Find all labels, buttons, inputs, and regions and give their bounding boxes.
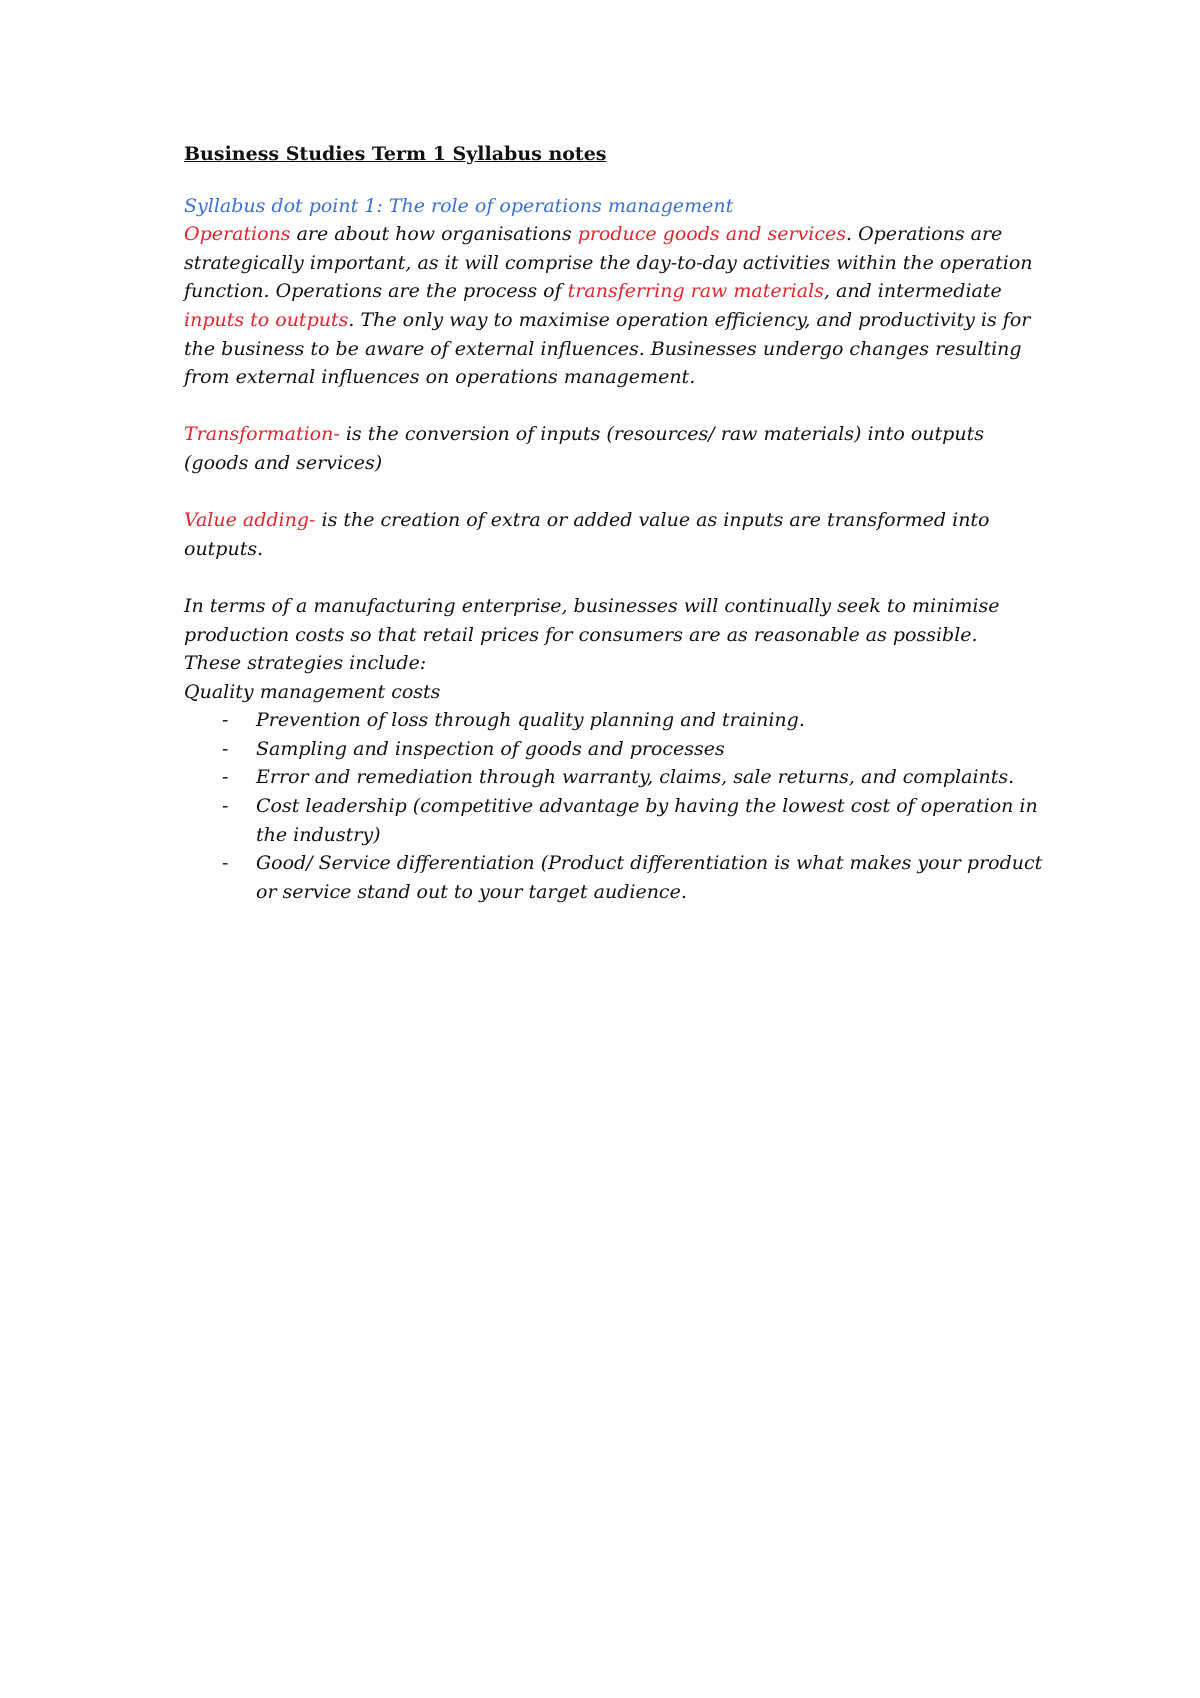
- dash-marker: -: [222, 709, 229, 732]
- term-transformation: Transformation-: [184, 423, 340, 446]
- quality-management-heading: Quality management costs: [184, 680, 441, 703]
- term-produce-goods: produce goods and services: [577, 223, 846, 246]
- intro-text-3: , and intermediate: [823, 280, 1002, 303]
- dash-marker: -: [222, 852, 229, 875]
- term-inputs-to-outputs: inputs to outputs: [184, 308, 349, 331]
- document-title: Business Studies Term 1 Syllabus notes: [184, 143, 607, 165]
- value-adding-definition: [184, 506, 1044, 563]
- dash-marker: -: [222, 737, 229, 760]
- dash-marker: -: [222, 795, 229, 818]
- dash-marker: -: [222, 766, 229, 789]
- transformation-text: is the conversion of inputs (resources/ raw materials) into outputs (goods and services): [184, 423, 984, 474]
- operations-paragraph: [184, 220, 1044, 392]
- list-item: [222, 792, 1044, 849]
- list-item: [222, 763, 1044, 792]
- syllabus-dot-point-heading: Syllabus dot point 1: The role of operations management: [184, 194, 734, 217]
- manufacturing-paragraph: In terms of a manufacturing enterprise, businesses will continually seek to minimise production costs so that retail prices for consumers are as reasonable as possible.: [184, 594, 1000, 646]
- spacer: [184, 392, 1044, 421]
- list-item: [222, 849, 1044, 906]
- document-body: [184, 140, 1044, 906]
- list-item-text: Cost leadership (competitive advantage by having the lowest cost of operation in the industry): [256, 795, 1038, 846]
- list-item-text: Good/ Service differentiation (Product differentiation is what makes your product or service stand out to your target audience.: [256, 852, 1043, 903]
- transformation-definition: [184, 420, 1044, 477]
- intro-text-4: . The only way to maximise operation efficiency, and productivity is for the business to be aware of external influences. Businesses undergo changes resulting from external influences on operations management.: [184, 308, 1031, 389]
- strategies-list: [184, 706, 1044, 906]
- list-item: [222, 735, 1044, 764]
- intro-text-2: . Operations are strategically important, as it will comprise the day-to-day activities within the operation function. Operations are the process of: [184, 223, 1033, 303]
- strategies-intro: These strategies include:: [184, 652, 427, 675]
- list-item-text: Prevention of loss through quality planning and training.: [256, 709, 805, 732]
- term-operations: Operations: [184, 223, 291, 246]
- list-item: [222, 706, 1044, 735]
- term-value-adding: Value adding-: [184, 509, 316, 532]
- spacer: [184, 478, 1044, 507]
- spacer: [184, 563, 1044, 592]
- list-item-text: Sampling and inspection of goods and processes: [256, 737, 725, 760]
- intro-text-1: are about how organisations: [290, 223, 578, 246]
- value-adding-text: is the creation of extra or added value as inputs are transformed into outputs.: [184, 509, 990, 560]
- list-item-text: Error and remediation through warranty, claims, sale returns, and complaints.: [256, 766, 1015, 789]
- term-transferring-raw-materials: transferring raw materials: [567, 280, 824, 303]
